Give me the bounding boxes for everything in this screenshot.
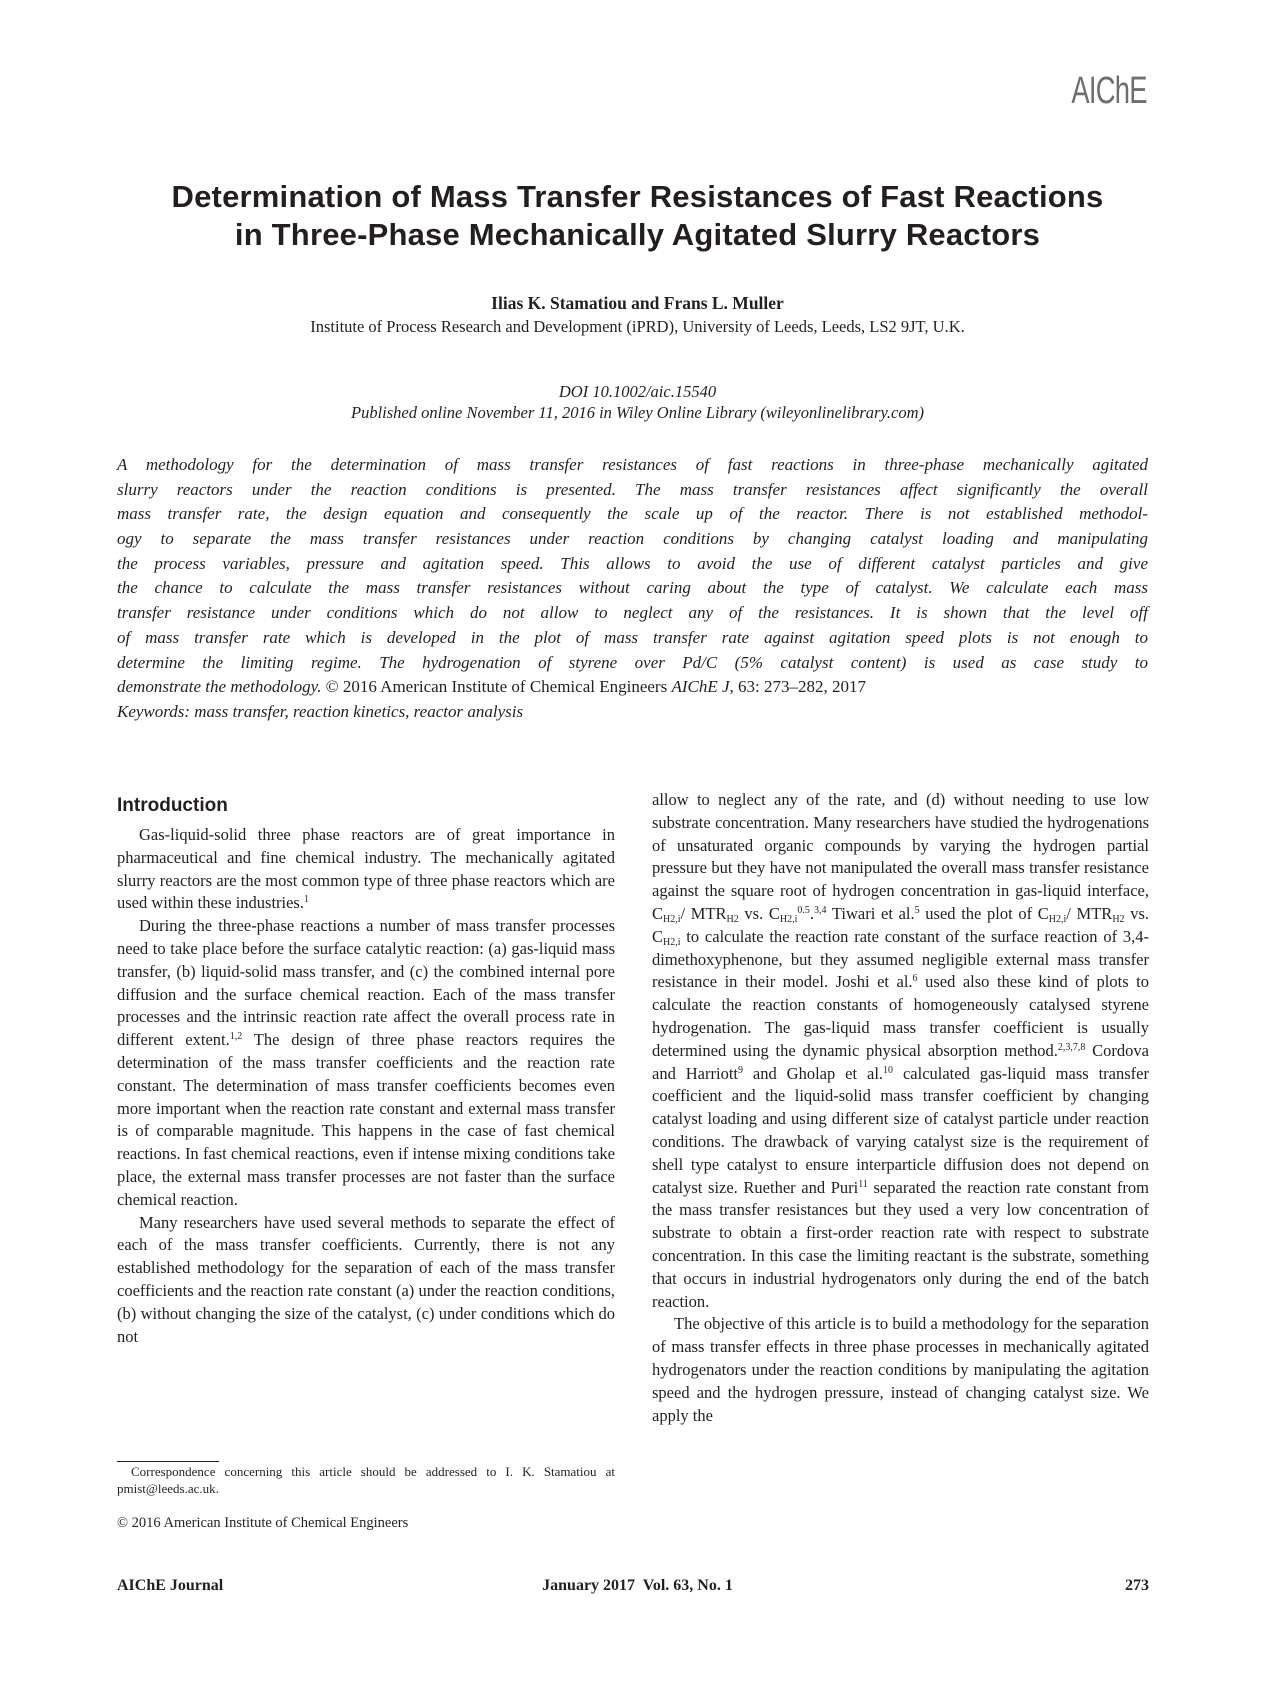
abstract-line: the process variables, pressure and agitation speed. This allows to avoid the use of different catalyst particles and give	[117, 553, 1148, 573]
citation: 6	[912, 973, 918, 985]
paragraph-text: used also these kind of plots to calculate the reaction constants of homogeneously catalysed styrene hydrogenation. The gas-liquid mass transfer coefficient is usually determined using the dynamic physical absorption method.	[652, 972, 1149, 1060]
exponent: 0.5	[797, 904, 810, 916]
abstract-line: A methodology for the determination of mass transfer resistances of fast reactions in three-phase mechanically agitated	[117, 455, 1148, 474]
paragraph-text: to calculate the reaction rate constant of the surface reaction of 3,4-dimethoxyphenone, but they assumed negligible external mass transfer resistance in their model. Joshi et al.	[652, 926, 1149, 992]
subscript: H2	[1112, 913, 1125, 925]
left-column	[117, 794, 615, 1348]
page-number: 273	[1125, 1577, 1149, 1594]
paragraph-text: and Gholap et al.	[742, 1063, 884, 1083]
abstract-line: the chance to calculate the mass transfer resistances without caring about the type of catalyst. We calculate each mass	[117, 578, 1148, 598]
title-line: in Three-Phase Mechanically Agitated Slurry Reactors	[234, 217, 1041, 252]
paragraph-text: / MTR	[1066, 903, 1113, 923]
abstract-line: slurry reactors under the reaction conditions is presented. The mass transfer resistances affect significantly the overall	[117, 479, 1148, 499]
abstract-line	[117, 675, 1148, 700]
paragraph-text: used the plot of C	[919, 903, 1049, 923]
citation: 5	[914, 904, 920, 916]
citation: 11	[858, 1178, 868, 1190]
paragraph-text: calculated gas-liquid mass transfer coefficient and the liquid-solid mass transfer coefficient by changing catalyst loading and using different size of catalyst particle under reaction conditions. The drawback of varying catalyst size is the requirement of shell type catalyst to ensure interparticle diffusion does not depend on catalyst size. Ruether and Puri	[652, 1063, 1149, 1197]
subscript: H2,i	[663, 913, 681, 925]
journal-abbrev: AIChE J	[671, 677, 730, 697]
paragraph-text: / MTR	[680, 903, 727, 923]
abstract-copyright: © 2016 American Institute of Chemical Engineers	[321, 677, 672, 697]
paragraph-text: vs. C	[652, 903, 1150, 946]
abstract-line: ogy to separate the mass transfer resistances under reaction conditions by changing catalyst loading and manipulating	[117, 529, 1148, 549]
title-line: Determination of Mass Transfer Resistances of Fast Reactions	[171, 179, 1104, 214]
abstract	[117, 453, 1148, 725]
paragraph-text: Cordova and Harriott	[652, 1040, 1149, 1083]
paragraph-text: Tiwari et al.	[826, 903, 915, 923]
paragraph	[117, 915, 615, 1211]
paragraph-text: vs. C	[738, 903, 780, 923]
paragraph	[117, 824, 615, 915]
citation: 9	[737, 1064, 743, 1076]
paragraph: Many researchers have used several methods to separate the effect of each of the mass transfer coefficients. Currently, there is not any established methodology for the separation of each of the mass transfer coefficients and the reaction rate constant (a) under the reaction conditions, (b) without changing the size of the catalyst, (c) under conditions which do not	[117, 1212, 615, 1346]
published-online: Published online November 11, 2016 in Wiley Online Library (wileyonlinelibrary.com)	[351, 403, 924, 422]
paragraph	[652, 789, 1149, 1313]
paragraph-text: The design of three phase reactors requires the determination of the mass transfer coefficients and the reaction rate constant. The determination of mass transfer coefficients becomes even more important when the reaction rate constant and external mass transfer is of comparable magnitude. This happens in the case of fast chemical reactions. In fast chemical reactions, even if intense mixing conditions take place, the external mass transfer processes are not faster than the surface chemical reaction.	[117, 1030, 615, 1209]
paragraph-text: separated the reaction rate constant from the mass transfer resistances but they used a very low concentration of substrate to obtain a first-order reaction rate with respect to substrate concentration. In this case the limiting reactant is the substrate, something that occurs in industrial hydrogenators only during the end of the batch reaction.	[652, 1177, 1149, 1311]
abstract-line: of mass transfer rate which is developed in the plot of mass transfer rate against agitation speed plots is not enough to	[117, 627, 1148, 647]
footnote-rule	[117, 1461, 219, 1462]
subscript: H2,i	[779, 913, 798, 925]
abstract-line: transfer resistance under conditions which do not allow to neglect any of the resistances. It is shown that the level off	[117, 603, 1148, 623]
copyright-notice: © 2016 American Institute of Chemical Engineers	[117, 1515, 409, 1531]
abstract-line: mass transfer rate, the design equation and consequently the scale up of the reactor. There is not established methodol-	[117, 504, 1148, 524]
citation: 1,2	[229, 1031, 243, 1043]
journal-ref: , 63: 273–282, 2017	[729, 677, 867, 697]
authors: Ilias K. Stamatiou and Frans L. Muller	[491, 293, 784, 313]
paragraph-text: Gas-liquid-solid three phase reactors are of great importance in pharmaceutical and fine chemical industry. The mechanically agitated slurry reactors are the most common type of three phase reactors which are used within these industries.	[117, 825, 615, 913]
affiliation: Institute of Process Research and Development (iPRD), University of Leeds, Leeds, LS2 9JT, U.K.	[310, 317, 965, 336]
abstract-line: determine the limiting regime. The hydrogenation of styrene over Pd/C (5% catalyst content) is used as case study to	[117, 652, 1148, 672]
citation: 2,3,7,8	[1057, 1041, 1086, 1053]
paragraph-text: .	[809, 903, 815, 923]
citation: 10	[883, 1064, 894, 1076]
doi: DOI 10.1002/aic.15540	[558, 382, 717, 401]
aiche-logo: AIChE	[1071, 70, 1147, 112]
citation: 1	[303, 894, 309, 906]
paragraph-text: allow to neglect any of the rate, and (d) without needing to use low substrate concentration. Many researchers have studied the hydrogenations of unsaturated organic compounds by varying the hydrogen partial pressure but they have not manipulated the overall mass transfer resistance against the square root of hydrogen concentration in gas-liquid interface, C	[652, 790, 1149, 923]
subscript: H2,i	[663, 936, 681, 948]
abstract-last-italic: demonstrate the methodology.	[117, 677, 322, 697]
correspondence-footnote: Correspondence concerning this article should be addressed to I. K. Stamatiou at pmist@leeds.ac.uk.	[117, 1464, 615, 1496]
keywords: Keywords: mass transfer, reaction kinetics, reactor analysis	[117, 701, 524, 721]
subscript: H2	[726, 913, 739, 925]
citation: 3,4	[814, 904, 827, 916]
footer-issue: January 2017 Vol. 63, No. 1	[542, 1577, 733, 1594]
right-column	[652, 789, 1149, 1427]
paragraph-text: During the three-phase reactions a number of mass transfer processes need to take place before the surface catalytic reaction: (a) gas-liquid mass transfer, (b) liquid-solid mass transfer, and (c) the combined internal pore diffusion and the surface chemical reaction. Each of the mass transfer processes and the intrinsic reaction rate affect the overall process rate in different extent.	[117, 916, 615, 1050]
footer-journal: AIChE Journal	[117, 1577, 224, 1594]
subscript: H2,i	[1048, 913, 1067, 925]
section-heading-introduction: Introduction	[117, 795, 228, 816]
paragraph: The objective of this article is to build a methodology for the separation of mass transfer effects in three phase processes in mechanically agitated hydrogenators under the reaction conditions by manipulating the agitation speed and the hydrogen pressure, instead of changing catalyst size. We apply the	[652, 1314, 1149, 1425]
article-title	[100, 178, 1175, 254]
